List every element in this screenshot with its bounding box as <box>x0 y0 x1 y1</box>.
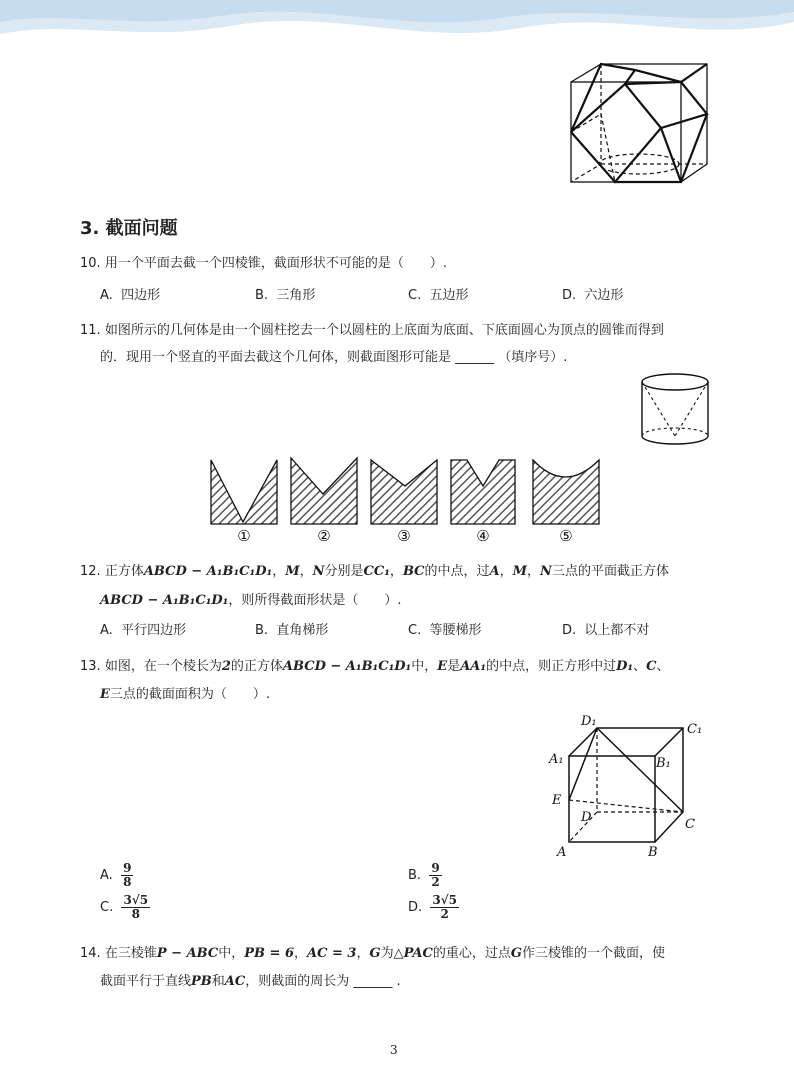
label-D1: D₁ <box>581 714 597 729</box>
cuboctahedron-figure <box>565 60 715 188</box>
question-12: 12. 正方体ABCD − A₁B₁C₁D₁，M，N分别是CC₁，BC的中点，过A，M，N三点的平面截正方体 <box>80 564 669 579</box>
label-B1: B₁ <box>656 756 671 771</box>
question-text: 用一个平面去截一个四棱锥，截面形状不可能的是（ ）. <box>104 256 447 271</box>
q10-option-b: B. 三角形 <box>255 288 316 303</box>
q13-option-b: B. $\frac{9}{2}$ <box>408 861 440 889</box>
section-heading <box>80 214 178 240</box>
question-10 <box>80 255 447 273</box>
question-14-line2: 截面平行于直线PB和AC，则截面的周长为 ______ . <box>100 974 401 989</box>
q12-option-b: B. 直角梯形 <box>255 623 329 638</box>
question-11-line2: 的．现用一个竖直的平面去截这个几何体，则截面图形可能是 ______ （填序号）. <box>100 350 568 365</box>
header-wave-decoration <box>0 0 794 60</box>
section-number: 3. <box>80 218 100 239</box>
shape-label-5: ⑤ <box>559 527 573 545</box>
q13-option-c: C. $\frac{3√5}{8}$ <box>100 893 149 921</box>
section-title: 截面问题 <box>105 218 178 239</box>
label-C1: C₁ <box>687 722 703 737</box>
label-E: E <box>552 793 562 808</box>
label-D: D <box>581 810 592 825</box>
label-B: B <box>648 845 658 860</box>
question-14: 14. 在三棱锥P − ABC中，PB = 6，AC = 3，G为△PAC的重心，过点G作三棱锥的一个截面，使 <box>80 946 666 961</box>
question-13-line2: E三点的截面面积为（ ）. <box>100 687 271 702</box>
q12-option-c: C. 等腰梯形 <box>408 623 482 638</box>
shape-label-1: ① <box>237 527 251 545</box>
question-text-line1: 如图所示的几何体是由一个圆柱挖去一个以圆柱的上底面为底面、下底面圆心为顶点的圆锥而得到 <box>104 323 664 338</box>
question-11 <box>80 322 664 340</box>
q13-option-d: D. $\frac{3√5}{2}$ <box>408 893 458 921</box>
label-C: C <box>685 817 695 832</box>
shape-label-3: ③ <box>397 527 411 545</box>
shape-3 <box>371 460 437 524</box>
cylinder-cone-figure <box>636 370 716 450</box>
q12-option-d: D. 以上都不对 <box>562 623 650 638</box>
shape-label-4: ④ <box>476 527 490 545</box>
q10-option-d: D. 六边形 <box>562 288 624 303</box>
label-A: A <box>557 845 567 860</box>
label-A1: A₁ <box>549 752 564 767</box>
shape-label-2: ② <box>317 527 331 545</box>
q10-option-a: A. 四边形 <box>100 288 161 303</box>
shape-2 <box>291 458 357 524</box>
cube-figure <box>545 712 715 862</box>
q12-option-a: A. 平行四边形 <box>100 623 187 638</box>
question-number: 11. <box>80 323 101 338</box>
question-13: 13. 如图，在一个棱长为2的正方体ABCD − A₁B₁C₁D₁中，E是AA₁的中点，则正方形中过D₁、C、 <box>80 659 670 674</box>
shape-5 <box>533 460 599 524</box>
shape-1 <box>211 460 277 524</box>
q13-option-a: A. $\frac{9}{8}$ <box>100 861 132 889</box>
question-12-line2: ABCD − A₁B₁C₁D₁，则所得截面形状是（ ）. <box>100 593 402 608</box>
question-number: 10. <box>80 256 101 271</box>
page-number: 3 <box>390 1043 398 1057</box>
cross-section-shapes <box>205 452 605 547</box>
q10-option-c: C. 五边形 <box>408 288 469 303</box>
shape-4 <box>451 460 515 524</box>
